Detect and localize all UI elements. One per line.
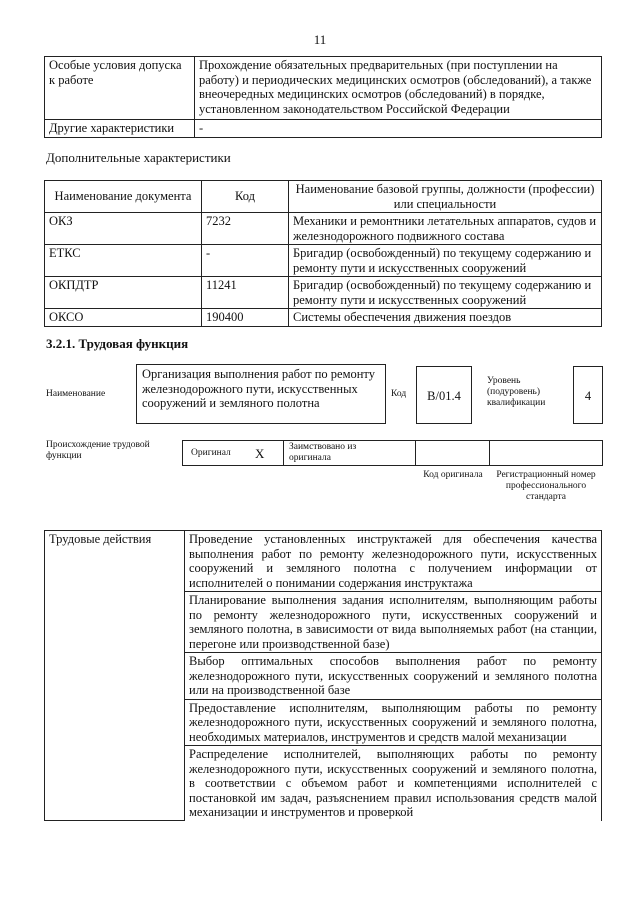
divider	[489, 441, 490, 465]
conditions-value: Прохождение обязательных предварительных (при поступлении на работу) и периодических медицинских осмотров (обследований), а также внеочередных медицинских осмотров (обследований) в порядке, установленном законодательством Российской Федерации	[195, 57, 602, 120]
row-name: Системы обеспечения движения поездов	[289, 309, 602, 327]
action-item: Выбор оптимальных способов выполнения работ по ремонту железнодорожного пути, искусственных сооружений и земляного полотна или на производственной базе	[185, 653, 602, 700]
row-code: -	[202, 245, 289, 277]
additional-heading: Дополнительные характеристики	[46, 150, 231, 165]
section-heading: 3.2.1. Трудовая функция	[46, 336, 189, 351]
row-doc: ЕТКС	[45, 245, 202, 277]
origin-original-mark: X	[255, 446, 265, 461]
function-level-value: 4	[573, 366, 603, 424]
function-name-value: Организация выполнения работ по ремонту железнодорожного пути, искусственных сооружений и земляного полотна	[136, 364, 386, 424]
action-item: Предоставление исполнителям, выполняющим работы по ремонту железнодорожного пути, искусственных сооружений и земляного полотна, необходимых материалов, инструментов и средств малой механизации	[185, 699, 602, 746]
table-row	[45, 57, 602, 120]
function-name-label: Наименование	[46, 389, 106, 399]
origin-label: Происхождение трудовой функции	[46, 440, 150, 461]
origin-code-caption: Код оригинала	[423, 470, 483, 480]
actions-label: Трудовые действия	[45, 531, 185, 821]
action-item: Проведение установленных инструктажей для обеспечения качества выполнения работ по ремонту железнодорожного пути, искусственных сооружений и земляного полотна с получением информации от исполнителей о понимании содержания инструктажа	[185, 531, 602, 592]
other-value: -	[195, 120, 602, 138]
divider	[415, 441, 416, 465]
row-name: Бригадир (освобожденный) по текущему содержанию и ремонту пути и искусственных сооружений	[289, 245, 602, 277]
conditions-label: Особые условия допуска к работе	[45, 57, 195, 120]
origin-box	[182, 440, 603, 466]
function-code-label: Код	[391, 389, 407, 399]
origin-borrowed-label: Заимствовано из оригинала	[289, 442, 357, 463]
conditions-table	[44, 56, 602, 138]
page-number: 11	[313, 32, 327, 47]
header-doc: Наименование документа	[45, 181, 202, 213]
function-code-value: В/01.4	[416, 366, 472, 424]
header-name: Наименование базовой группы, должности (профессии) или специальности	[289, 181, 602, 213]
origin-reg-caption: Регистрационный номер профессионального стандарта	[496, 470, 596, 502]
table-row	[45, 309, 602, 327]
function-level-label: Уровень (подуровень) квалификации	[487, 376, 546, 408]
divider	[283, 441, 284, 465]
action-item: Распределение исполнителей, выполняющих работы по ремонту железнодорожного пути, искусственных сооружений и земляного полотна, в соответствии с объемом работ и компетенциями исполнителей с постановкой им задач, разъяснением правил использования средств малой механизации и инструментов и проверкой	[185, 746, 602, 821]
row-code: 7232	[202, 213, 289, 245]
row-doc: ОКЗ	[45, 213, 202, 245]
table-row	[45, 120, 602, 138]
action-item: Планирование выполнения задания исполнителям, выполняющим работы по ремонту железнодорожного пути, искусственных сооружений и земляного полотна, в зависимости от вида выполняемых работ (на станции, перегоне или производственной базе)	[185, 592, 602, 653]
header-code: Код	[202, 181, 289, 213]
table-row	[45, 277, 602, 309]
table-header-row	[45, 181, 602, 213]
origin-original-label: Оригинал	[191, 448, 231, 458]
row-name: Механики и ремонтники летательных аппаратов, судов и железнодорожного подвижного состава	[289, 213, 602, 245]
table-row	[45, 531, 602, 592]
actions-table	[44, 530, 602, 821]
row-name: Бригадир (освобожденный) по текущему содержанию и ремонту пути и искусственных сооружений	[289, 277, 602, 309]
row-doc: ОКСО	[45, 309, 202, 327]
table-row	[45, 213, 602, 245]
table-row	[45, 245, 602, 277]
row-doc: ОКПДТР	[45, 277, 202, 309]
row-code: 190400	[202, 309, 289, 327]
row-code: 11241	[202, 277, 289, 309]
other-label: Другие характеристики	[45, 120, 195, 138]
characteristics-table	[44, 180, 602, 327]
